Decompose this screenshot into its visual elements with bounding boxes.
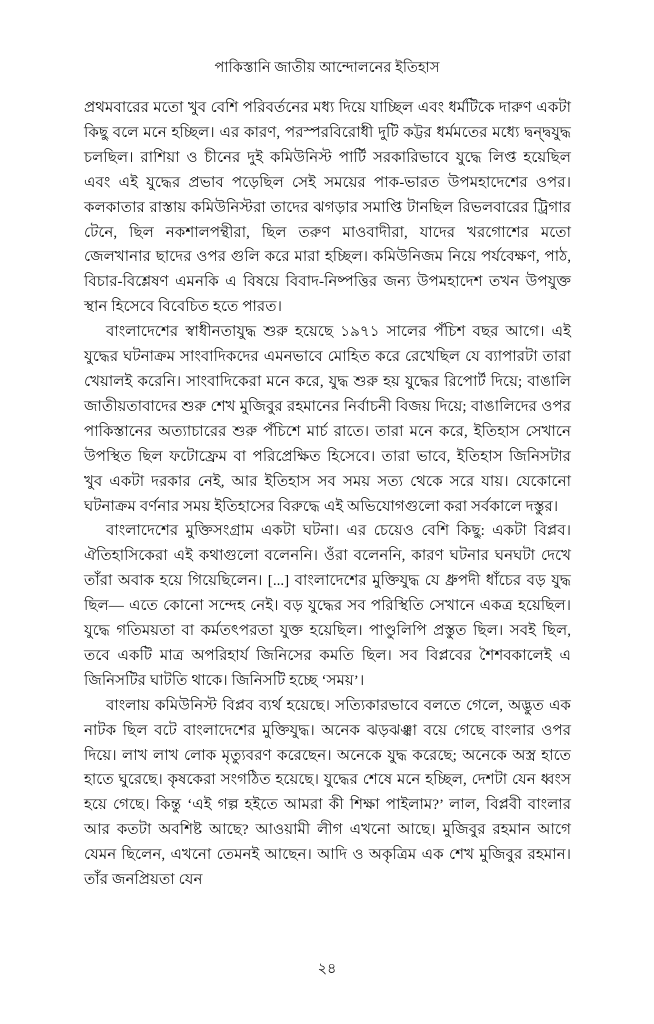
running-header: পাকিস্তানি জাতীয় আন্দোলনের ইতিহাস — [214, 60, 440, 76]
paragraph-3: বাংলাদেশের মুক্তিসংগ্রাম একটা ঘটনা। এর চেয়েও বেশি কিছু: একটা বিপ্লব। ঐতিহাসিকেরা এই কথাগুলো বলেননি। ওঁরা বলেননি, কারণ ঘটনার ঘনঘটা দেখে তাঁরা অবাক হয়ে গিয়েছিলেন। [...] বাংলাদেশের মুক্তিযুদ্ধ যে ধ্রুপদী ধাঁচের বড় যুদ্ধ ছিল— এতে কোনো সন্দেহ নেই। বড় যুদ্ধের সব পরিস্থিতি সেখানে একত্র হয়েছিল। যুদ্ধে গতিময়তা বা কর্মতৎপরতা যুক্ত হয়েছিল। পাণ্ডুলিপি প্রস্তুত ছিল। সবই ছিল, তবে একটি মাত্র অপরিহার্য জিনিসের কমতি ছিল। সব বিপ্লবের শৈশবকালেই এ জিনিসটির ঘাটতি থাকে। জিনিসটি হচ্ছে ‘সময়’। — [84, 523, 571, 689]
paragraph-4: বাংলায় কমিউনিস্ট বিপ্লব ব্যর্থ হয়েছে। সত্যিকারভাবে বলতে গেলে, অদ্ভুত এক নাটক ছিল বটে বাংলাদেশের মুক্তিযুদ্ধ। অনেক ঝড়ঝঞ্ঝা বয়ে গেছে বাংলার ওপর দিয়ে। লাখ লাখ লোক মৃত্যুবরণ করেছেন। অনেকে যুদ্ধ করেছে; অনেকে অস্ত্র হাতে হাতে ঘুরেছে। কৃষকেরা সংগঠিত হয়েছে। যুদ্ধের শেষে মনে হচ্ছিল, দেশটা যেন ধ্বংস হয়ে গেছে। কিন্তু ‘এই গল্প হইতে আমরা কী শিক্ষা পাইলাম?’ লাল, বিপ্লবী বাংলার আর কতটা অবশিষ্ট আছে? আওয়ামী লীগ এখনো আছে। মুজিবুর রহমান আগে যেমন ছিলেন, এখনো তেমনই আছেন। আদি ও অকৃত্রিম এক শেখ মুজিবুর রহমান। তাঁর জনপ্রিয়তা যেন — [84, 697, 571, 889]
paragraph-2: বাংলাদেশের স্বাধীনতাযুদ্ধ শুরু হয়েছে ১৯৭১ সালের পঁচিশ বছর আগে। এই যুদ্ধের ঘটনাক্রম সাংবাদিকদের এমনভাবে মোহিত করে রেখেছিল যে ব্যাপারটা তারা খেয়ালই করেনি। সাংবাদিকেরা মনে করে, যুদ্ধ শুরু হয় যুদ্ধের রিপোর্ট দিয়ে; বাঙালি জাতীয়তাবাদের শুরু শেখ মুজিবুর রহমানের নির্বাচনী বিজয় দিয়ে; বাঙালিদের ওপর পাকিস্তানের অত্যাচারের শুরু পঁচিশে মার্চ রাতে। তারা মনে করে, ইতিহাস সেখানে উপস্থিত ছিল ফটোফ্রেম বা পরিপ্রেক্ষিত হিসেবে। তারা ভাবে, ইতিহাস জিনিসটার খুব একটা দরকার নেই, আর ইতিহাস সব সময় সত্য থেকে সরে যায়। যেকোনো ঘটনাক্রম বর্ণনার সময় ইতিহাসের বিরুদ্ধে এই অভিযোগগুলো করা সর্বকালে দস্তুর। — [84, 324, 571, 515]
body-text-block — [84, 96, 571, 893]
paragraph-1: প্রথমবারের মতো খুব বেশি পরিবর্তনের মধ্য দিয়ে যাচ্ছিল এবং ধর্মটিকে দারুণ একটা কিছু বলে মনে হচ্ছিল। এর কারণ, পরস্পরবিরোধী দুটি কট্টর ধর্মমতের মধ্যে দ্বন্দ্বযুদ্ধ চলছিল। রাশিয়া ও চীনের দুই কমিউনিস্ট পার্টি সরকারিভাবে যুদ্ধে লিপ্ত হয়েছিল এবং এই যুদ্ধের প্রভাব পড়েছিল সেই সময়ের পাক-ভারত উপমহাদেশের ওপর। কলকাতার রাস্তায় কমিউনিস্টরা তাদের ঝগড়ার সমাপ্তি টানছিল রিভলবারের ট্রিগার টেনে, ছিল নকশালপন্থীরা, ছিল তরুণ মাওবাদীরা, যাদের খরগোশের মতো জেলখানার ছাদের ওপর গুলি করে মারা হচ্ছিল। কমিউনিজম নিয়ে পর্যবেক্ষণ, পাঠ, বিচার-বিশ্লেষণ এমনকি এ বিষয়ে বিবাদ-নিষ্পত্তির জন্য উপমহাদেশ তখন উপযুক্ত স্থান হিসেবে বিবেচিত হতে পারত। — [84, 100, 571, 316]
page-number: ২৪ — [317, 961, 337, 977]
